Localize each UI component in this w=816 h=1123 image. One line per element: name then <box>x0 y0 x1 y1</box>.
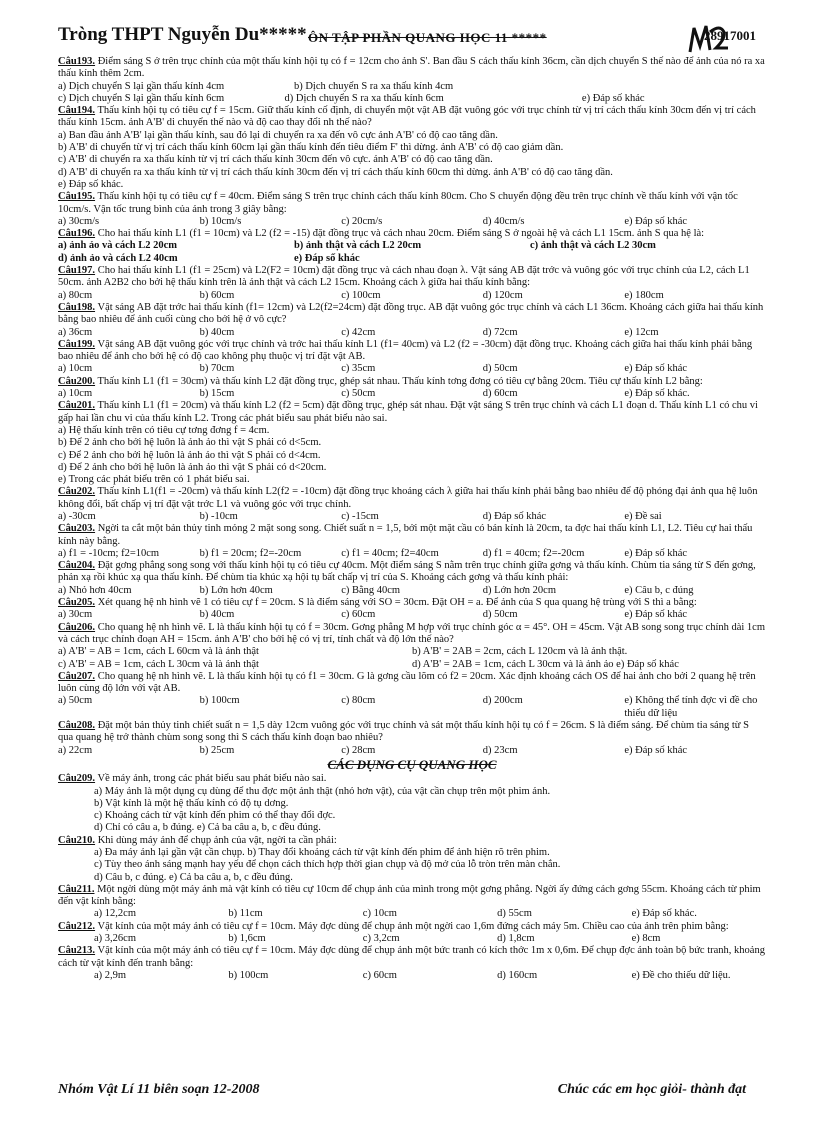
answer-option: e) Đáp số khác <box>624 363 688 375</box>
question-number: Câu211. <box>58 883 95 895</box>
answer-option: c) 3,2cm <box>362 933 400 945</box>
answer-option: e) Câu b, c đúng <box>624 584 694 596</box>
question-list <box>58 56 766 982</box>
answer-option: b) Để 2 ảnh cho bởi hệ luôn là ảnh ảo thì vật S phải có d<5cm. <box>58 437 322 449</box>
question-number: Câu195. <box>58 191 96 203</box>
question-number: Câu194. <box>58 105 96 117</box>
answer-option: a) f1 = -10cm; f2=10cm <box>58 547 160 559</box>
answer-option: d) 160cm <box>497 969 538 981</box>
answer-row <box>58 548 766 560</box>
answer-row <box>58 511 766 523</box>
answer-row <box>58 933 766 945</box>
answer-option: a) 3,26cm <box>94 933 136 945</box>
answer-row <box>58 970 766 982</box>
answer-option: a) -30cm <box>58 510 96 522</box>
answer-option: b) Dịch chuyển S ra xa thấu kính 4cm <box>293 80 454 92</box>
answer-option: e) 8cm <box>631 933 661 945</box>
answer-option: e) Đề sai <box>624 510 662 522</box>
answer-option: e) Đề cho thiếu dữ liệu. <box>631 969 731 981</box>
question-number: Câu206. <box>58 621 96 633</box>
answer-option: d) Dịch chuyển S ra xa thấu kính 6cm <box>284 92 444 104</box>
answer-option: b) A'B' di chuyển từ vị trí cách thấu kính 60cm lại gần thấu kính đến tiêu điểm F' thì dừng. ảnh A'B' có độ cao giảm dần. <box>58 142 564 154</box>
question-number: Câu205. <box>58 597 96 609</box>
answer-option: b) f1 = 20cm; f2=-20cm <box>199 547 302 559</box>
answer-option: d) Câu b, c đúng. e) Cả ba câu a, b, c đều đúng. <box>94 871 293 883</box>
answer-row <box>58 93 766 105</box>
answer-option: b) Lớn hơn 40cm <box>199 584 273 596</box>
answer-option: c) 50cm <box>341 388 376 400</box>
answer-option: b) 60cm <box>199 289 235 301</box>
header <box>58 22 766 56</box>
answer-option: a) 30cm <box>58 609 93 621</box>
question-text: Câu203. Ngời ta cắt một bản thủy tinh mỏng 2 mặt song song. Chiết suất n = 1,5, bởi một mặt cầu có bán kính là 20cm, ta đợc hai thấu kính L1, L2. Tiêu cự hai thấu kính này bằng. <box>58 523 753 547</box>
answer-option: e) Đáp số khác <box>624 744 688 756</box>
answer-option: d) Chỉ có câu a, b đúng. e) Cả ba câu a, b, c đều đúng. <box>94 822 321 834</box>
question-text: Câu211. Một ngời dùng một máy ảnh mà vật kính có tiêu cự 10cm để chụp ảnh của mình trong một gơng phẳng. Ngời ấy đứng cách gơng 55cm. Khoảng cách từ phim đến vật kính bằng: <box>58 883 761 908</box>
answer-option: c) 28cm <box>341 744 376 756</box>
question-text: Câu205. Xét quang hệ nh hình vẽ 1 có tiêu cự f = 20cm. S là điểm sáng với SO = 30cm. Đặt OH = a. Để ảnh của S qua quang hệ trùng với S thì a bằng: <box>58 597 697 609</box>
answer-option: b) -10cm <box>199 510 238 522</box>
question-text: Câu197. Cho hai thấu kính L1 (f1 = 25cm) và L2(F2 = 10cm) đặt đồng trục và cách nhau đoạn λ. Vật sáng AB đặt trớc và vuông góc với trục chính của L2, cách L1 50cm. ảnh A2B2 cho bởi hệ thấu kính trên là ảnh thật và cách L2 15cm. Khoảng cách λ giữa hai thấu kính bằng: <box>58 265 750 289</box>
answer-row <box>58 609 766 621</box>
answer-option: a) ảnh ảo và cách L2 20cm <box>58 240 177 252</box>
answer-option: d) Để 2 ảnh cho bởi hệ luôn là ảnh ảo thì vật S phải có d<20cm. <box>58 461 327 473</box>
answer-option: d) Lớn hơn 20cm <box>482 584 556 596</box>
answer-row <box>58 745 766 757</box>
question-number: Câu208. <box>58 720 96 732</box>
question-number: Câu202. <box>58 486 96 498</box>
answer-option: c) 10cm <box>362 908 397 920</box>
question-text: Câu194. Thấu kính hội tụ có tiêu cự f = 15cm. Giữ thấu kính cố định, di chuyển một vật AB đặt vuông góc với trục chính từ vị trí cách thấu kính 30cm đến vị trí cách thấu kính 15cm. ảnh A'B' di chuyển thế nào và độ cao thay đổi nh thế nào? <box>58 105 756 129</box>
question-text: Câu199. Vật sáng AB đặt vuông góc với trục chính và trớc hai thấu kính L1 (f1= 40cm) và L2 (f2 = -30cm) đặt đồng trục. Khoảng cách giữa hai thấu kính phải bằng bao nhiêu để ảnh cho bởi hệ có độ cao không phụ thuộc vị trí đặt vật AB. <box>58 338 753 363</box>
question-text: Câu210. Khi dùng máy ảnh để chụp ảnh của vật, ngời ta cần phải: <box>58 834 337 846</box>
answer-option: b) 1,6cm <box>228 933 266 945</box>
answer-row <box>58 327 766 339</box>
answer-option: d) 55cm <box>497 908 532 920</box>
answer-option: a) Máy ảnh là một dụng cụ dùng để thu đợc một ảnh thật (nhỏ hơn vật), của vật cần chụp trên một phim ảnh. <box>94 785 551 797</box>
question-number: Câu196. <box>58 228 96 240</box>
question-text: Câu212. Vật kính của một máy ảnh có tiêu cự f = 10cm. Máy đợc dùng để chụp ảnh một ngời cao 1,6m đứng cách máy 5m. Chiều cao của ảnh trên phim bằng: <box>58 920 729 932</box>
answer-option: e) Đáp số khác <box>624 215 688 227</box>
question-number: Câu203. <box>58 523 96 535</box>
answer-option: a) Hệ thấu kính trên có tiêu cự tơng đơng f = 4cm. <box>58 424 270 436</box>
answer-option <box>530 253 766 265</box>
answer-row <box>58 81 766 93</box>
answer-option: e) Đáp số khác. <box>58 178 124 190</box>
question-text: Câu204. Đặt gơng phẳng song song với thấu kính hội tụ có tiêu cự 40cm. Một điểm sáng S nằm trên trục chính giữa gơng và thấu kính. Chùm tia sáng từ S đến gơng, phản xạ rồi khúc xạ qua thấu kính. Để chùm tia khúc xạ hội tụ bất chấp vị trí của S. Khoảng cách gơng và thấu kính phải: <box>58 560 756 584</box>
answer-option: c) A'B' = AB = 1cm, cách L 30cm và là ảnh thật <box>58 658 259 670</box>
answer-option: b) Vật kính là một hệ thấu kính có độ tụ dơng. <box>94 797 289 809</box>
document-code: 28917001 <box>704 28 756 43</box>
question-text: Câu196. Cho hai thấu kính L1 (f1 = 10cm) và L2 (f2 = -15) đặt đồng trục và cách nhau 20cm. Điểm sáng S ở ngoài hệ và cách L1 15cm. ảnh S qua hệ là: <box>58 228 705 240</box>
question-number: Câu200. <box>58 375 96 387</box>
answer-row <box>58 646 766 658</box>
answer-option: c) Tùy theo ánh sáng mạnh hay yếu để chọn cách thích hợp thời gian chụp và độ mở của lỗ tròn trên màn chắn. <box>94 859 561 871</box>
answer-option: a) 10cm <box>58 388 93 400</box>
answer-option: d) 23cm <box>482 744 518 756</box>
answer-option: c) -15cm <box>341 510 379 522</box>
answer-row <box>58 363 766 375</box>
answer-option: c) Dịch chuyển S lại gần thấu kính 6cm <box>58 92 225 104</box>
answer-option: a) Nhỏ hơn 40cm <box>58 584 132 596</box>
answer-option <box>530 81 766 93</box>
question-number: Câu209. <box>58 773 96 785</box>
answer-option: a) Dịch chuyển S lại gần thấu kính 4cm <box>58 80 225 92</box>
answer-option: d) A'B' = 2AB = 1cm, cách L 30cm và là ảnh ảo e) Đáp số khác <box>412 658 679 670</box>
answer-option: d) 60cm <box>482 388 518 400</box>
answer-option: b) ảnh thật và cách L2 20cm <box>293 240 422 252</box>
answer-option: a) Ban đầu ảnh A'B' lại gần thấu kính, sau đó lại di chuyển ra xa đến vô cực ảnh A'B' có độ cao tăng dần. <box>58 129 498 141</box>
question-text: Câu209. Về máy ảnh, trong các phát biểu sau phát biểu nào sai. <box>58 773 327 785</box>
answer-option: b) 70cm <box>199 363 235 375</box>
question-text: Câu208. Đặt một bản thủy tinh chiết suất n = 1,5 dày 12cm vuông góc với trục chính và sát một thấu kính hội tụ có f = 26cm. S là điểm sáng. Để chùm tia sáng từ S qua quang hệ trở thành chùm song song thì S cách thấu kính đoạn bao nhiêu? <box>58 720 749 744</box>
answer-option: c) 100cm <box>341 289 381 301</box>
answer-row <box>58 216 766 228</box>
answer-option: c) 42cm <box>341 326 376 338</box>
answer-option: a) 22cm <box>58 744 93 756</box>
answer-option: c) ảnh thật và cách L2 30cm <box>529 240 656 252</box>
answer-row <box>58 908 766 920</box>
answer-option: e) Đáp số khác <box>581 92 645 104</box>
topic-title: ÔN TẬP PHẦN QUANG HỌC 11 ***** <box>308 30 547 45</box>
answer-option: d) 50cm <box>482 609 518 621</box>
question-text: Câu207. Cho quang hệ nh hình vẽ. L là thấu kính hội tụ có f1 = 30cm. G là gơng cầu lõm có f2 = 20cm. Xác định khoảng cách OS để hai ảnh cho bởi 2 quang hệ trên luôn cùng độ lớn với vật AB. <box>58 670 756 695</box>
answer-option: a) A'B' = AB = 1cm, cách L 60cm và là ảnh thật <box>58 646 259 658</box>
answer-option: c) Để 2 ảnh cho bởi hệ luôn là ảnh ảo thì vật S phải có d<4cm. <box>58 449 321 461</box>
answer-option: e) Trong các phát biểu trên có 1 phát biểu sai. <box>58 474 250 486</box>
question-number: Câu213. <box>58 945 96 957</box>
answer-row <box>58 695 766 720</box>
answer-option: b) 40cm <box>199 326 235 338</box>
answer-option: d) Đáp số khác <box>482 510 547 522</box>
answer-row <box>58 240 766 252</box>
question-number: Câu197. <box>58 265 96 277</box>
answer-option: a) 12,2cm <box>94 908 136 920</box>
answer-option: c) f1 = 40cm; f2=40cm <box>341 547 439 559</box>
question-number: Câu207. <box>58 670 96 682</box>
answer-option: d) f1 = 40cm; f2=-20cm <box>482 547 585 559</box>
footer-right: Chúc các em học giỏi- thành đạt <box>557 1082 746 1097</box>
answer-option: d) 1,8cm <box>497 933 535 945</box>
answer-option: c) 20cm/s <box>341 215 383 227</box>
answer-option: b) 40cm <box>199 609 235 621</box>
question-number: Câu210. <box>58 834 96 846</box>
question-number: Câu204. <box>58 560 96 572</box>
answer-row <box>58 253 766 265</box>
answer-option: b) 11cm <box>228 908 263 920</box>
answer-option: d) 120cm <box>482 289 523 301</box>
answer-option: c) A'B' di chuyển ra xa thấu kính từ vị trí cách thấu kính 30cm đến vô cực. ảnh A'B' có độ cao tăng dần. <box>58 154 493 166</box>
answer-option: e) Đáp số khác <box>624 609 688 621</box>
answer-option: a) 36cm <box>58 326 93 338</box>
answer-option: d) A'B' di chuyển ra xa thấu kính từ vị trí cách thấu kính 30cm đến vị trí cách thấu kính 60cm thì dừng. ảnh A'B' có độ cao tăng dần. <box>58 166 613 178</box>
answer-row <box>58 290 766 302</box>
question-text: Câu201. Thấu kính L1 (f1 = 20cm) và thấu kính L2 (f2 = 5cm) đặt đồng trục, ghép sát nhau. Đặt vật sáng S trên trục chính và cách L1 đoạn d. Thấu kính L1 có chu vi gấp hai lần chu vi của thấu kính L2. Trong các phát biểu sau phát biểu nào sai. <box>58 400 758 424</box>
answer-option: c) Bằng 40cm <box>341 584 401 596</box>
answer-option: e) Đáp số khác. <box>631 908 697 920</box>
answer-option: a) 2,9m <box>94 969 127 981</box>
question-number: Câu212. <box>58 920 96 932</box>
answer-option: d) 40cm/s <box>482 215 525 227</box>
answer-option: e) Đáp số khác <box>624 547 688 559</box>
answer-row <box>58 388 766 400</box>
answer-option: a) 80cm <box>58 289 93 301</box>
question-text: Câu193. Điểm sáng S ở trên trục chính của một thấu kính hội tụ có f = 12cm cho ảnh S'. Ban đầu S cách thấu kính 36cm, cần dịch chuyển S thế nào để ảnh của nó ra xa thấu kính thêm 2cm. <box>58 56 765 80</box>
answer-option: a) Đa máy ảnh lại gần vật cần chụp. b) Thay đổi khoảng cách từ vật kính đến phim để ảnh hiện rõ trên phim. <box>94 847 550 858</box>
answer-option: e) 12cm <box>624 326 659 338</box>
answer-row <box>58 659 766 671</box>
question-number: Câu198. <box>58 301 96 313</box>
answer-option: b) A'B' = 2AB = 2cm, cách L 120cm và là ảnh thật. <box>412 646 628 658</box>
answer-option: b) 100cm <box>199 695 240 707</box>
section-title: CÁC DỤNG CỤ QUANG HỌC <box>327 756 497 772</box>
answer-option: d) ảnh ảo và cách L2 40cm <box>58 252 178 264</box>
answer-option: c) 60cm <box>341 609 376 621</box>
answer-option: c) 60cm <box>362 969 397 981</box>
answer-option: b) 15cm <box>199 388 235 400</box>
question-number: Câu193. <box>58 56 96 67</box>
question-text: Câu213. Vật kính của một máy ảnh có tiêu cự f = 10cm. Máy đợc dùng để chụp ảnh một bức tranh có kích thớc 1m x 0,6m. Để chụp đợc ảnh toàn bộ bức tranh, khoảng cách từ vật kính đến tranh bằng: <box>58 945 765 969</box>
answer-option: d) 72cm <box>482 326 518 338</box>
question-text: Câu206. Cho quang hệ nh hình vẽ. L là thấu kính hội tụ có f = 30cm. Gơng phẳng M hợp với trục chính góc α = 45°. OH = 45cm. Vật AB song song trục chính dài 1cm và cách trục chính đoạn AH = 15cm. ảnh A'B' cho bởi hệ có vị trí, tính chất và độ lớn thế nào? <box>58 621 766 645</box>
school-name: Tròng THPT Nguyễn Du***** <box>58 24 307 45</box>
answer-row <box>58 585 766 597</box>
answer-option: c) 80cm <box>341 695 376 707</box>
answer-option: a) 30cm/s <box>58 215 100 227</box>
answer-option: c) 35cm <box>341 363 376 375</box>
answer-option: b) 10cm/s <box>199 215 242 227</box>
question-number: Câu199. <box>58 338 96 350</box>
question-text: Câu200. Thấu kính L1 (f1 = 30cm) và thấu kính L2 đặt đồng trục, ghép sát nhau. Thấu kính tơng đơng có tiêu cự bằng 20cm. Tiêu cự thấu kính L2 bằng: <box>58 375 703 387</box>
answer-option: b) 100cm <box>228 969 269 981</box>
answer-option: c) Khoảng cách từ vật kính đến phim có thể thay đổi đợc. <box>94 810 336 822</box>
question-text: Câu195. Thấu kính hội tụ có tiêu cự f = 40cm. Điểm sáng S trên trục chính cách thấu kính 80cm. Cho S chuyển động đều trên trục chính về thấu kính với vận tốc 10cm/s. Vận tốc trung bình của ảnh trong 3 giây bằng: <box>58 191 738 215</box>
answer-option: d) 200cm <box>482 695 523 707</box>
answer-option: e) Đáp số khác <box>293 252 360 264</box>
answer-option: b) 25cm <box>199 744 235 756</box>
answer-option: a) 10cm <box>58 363 93 375</box>
answer-option: a) 50cm <box>58 695 93 707</box>
answer-option: e) Không thể tính đợc vì đề cho thiếu dữ liệu <box>624 695 758 719</box>
answer-option: e) Đáp số khác. <box>624 388 690 400</box>
question-text: Câu202. Thấu kính L1(f1 = -20cm) và thấu kính L2(f2 = -10cm) đặt đồng trục khoảng cách λ giữa hai thấu kính phải bằng bao nhiêu để độ phóng đại ảnh qua hệ luôn không đổi, bất chấp vị trí đặt vật trớc L1 và vuông góc với trục chính. <box>58 486 758 510</box>
footer-left: Nhóm Vật Lí 11 biên soạn 12-2008 <box>58 1082 260 1097</box>
answer-option: d) 50cm <box>482 363 518 375</box>
question-number: Câu201. <box>58 400 96 412</box>
answer-option: e) 180cm <box>624 289 664 301</box>
question-text: Câu198. Vật sáng AB đặt trớc hai thấu kính (f1= 12cm) và L2(f2=24cm) đặt đồng trục. AB đặt vuông góc trục chính và cách L1 36cm. Khoảng cách giữa hai thấu kính bằng bao nhiêu để ảnh cuối cùng cho bởi hệ ở vô cực? <box>58 301 764 326</box>
